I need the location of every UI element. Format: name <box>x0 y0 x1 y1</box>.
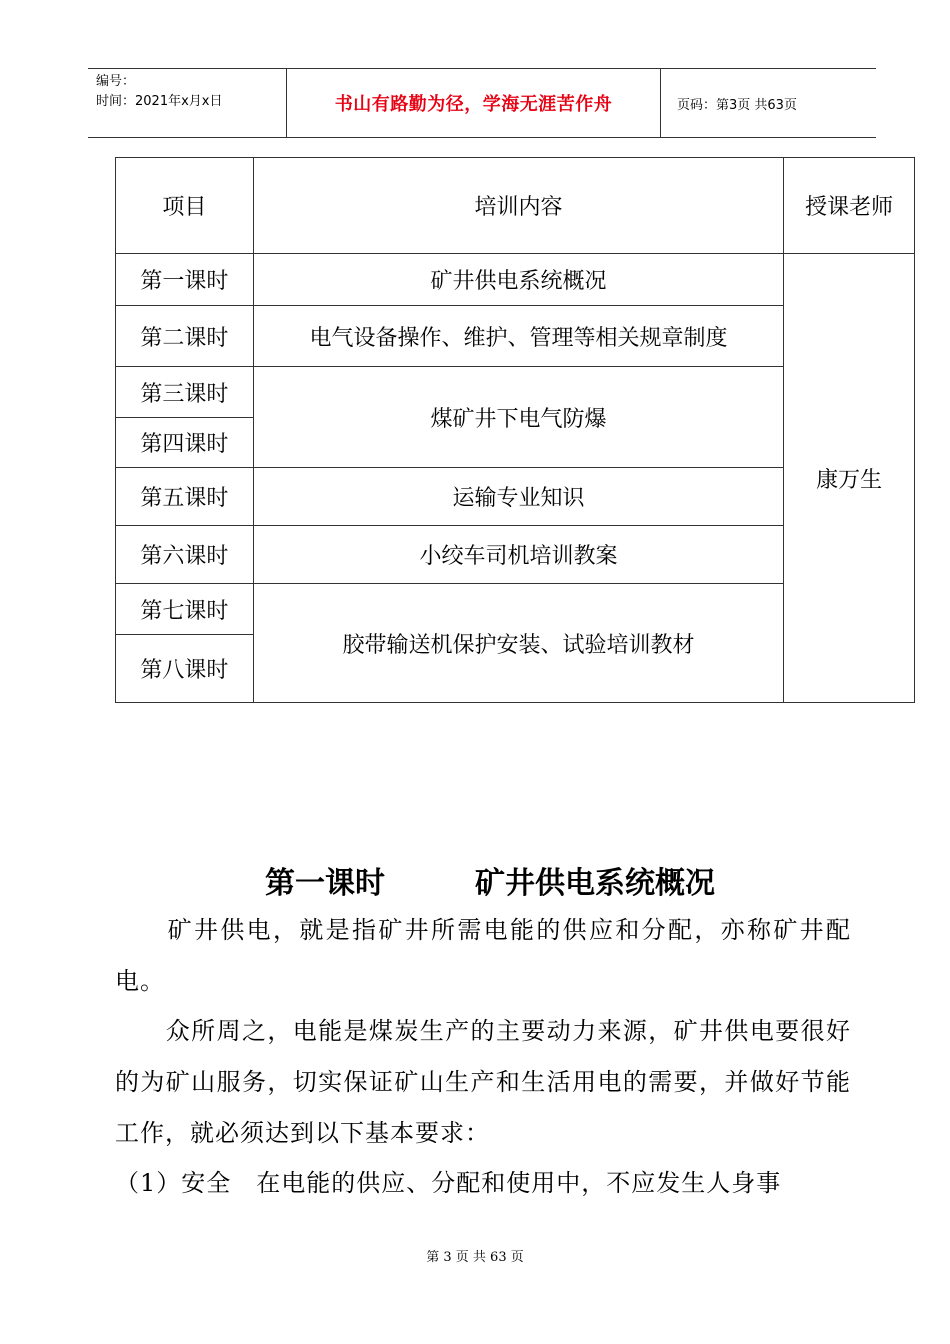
table-header-row <box>116 158 915 254</box>
header-cell-content: 培训内容 <box>253 158 783 254</box>
section-title-part2: 矿井供电系统概况 <box>475 866 715 901</box>
header-page-code <box>669 69 874 137</box>
header-motto: 书山有路勤为径，学海无涯苦作舟 <box>287 69 661 137</box>
table-row <box>116 254 915 306</box>
training-schedule-table <box>115 157 915 703</box>
body-paragraph: 众所周之，电能是煤炭生产的主要动力来源，矿井供电要很好的为矿山服务，切实保证矿山生产和生活用电的需要，并做好节能工作，就必须达到以下基本要求： <box>115 1017 851 1147</box>
session-cell: 第八课时 <box>116 635 254 703</box>
header-meta-cell <box>88 69 287 137</box>
teacher-cell: 康万生 <box>784 254 915 703</box>
session-cell: 第五课时 <box>116 468 254 526</box>
content-cell: 煤矿井下电气防爆 <box>253 367 783 468</box>
section-title <box>0 858 950 902</box>
header-cell-item: 项目 <box>116 158 254 254</box>
session-cell: 第七课时 <box>116 584 254 635</box>
content-cell: 小绞车司机培训教案 <box>253 526 783 584</box>
body-paragraph: 矿井供电，就是指矿井所需电能的供应和分配，亦称矿井配电。 <box>115 916 851 995</box>
page-header <box>88 68 876 138</box>
header-cell-teacher: 授课老师 <box>784 158 915 254</box>
time-label: 时间：2021年x月x日 <box>96 94 223 109</box>
page-code-text: 页码：第3页 共63页 <box>677 97 797 113</box>
body-paragraph: （1）安全 在电能的供应、分配和使用中，不应发生人身事 <box>115 1169 782 1197</box>
session-cell: 第三课时 <box>116 367 254 418</box>
session-cell: 第六课时 <box>116 526 254 584</box>
number-label: 编号： <box>96 74 136 89</box>
content-cell: 胶带输送机保护安装、试验培训教材 <box>253 584 783 703</box>
content-cell: 矿井供电系统概况 <box>253 254 783 306</box>
section-title-part1: 第一课时 <box>265 866 385 901</box>
session-cell: 第四课时 <box>116 418 254 468</box>
session-cell: 第一课时 <box>116 254 254 306</box>
session-cell: 第二课时 <box>116 306 254 367</box>
content-cell: 运输专业知识 <box>253 468 783 526</box>
content-cell: 电气设备操作、维护、管理等相关规章制度 <box>253 306 783 367</box>
page-footer: 第 3 页 共 63 页 <box>426 1250 524 1265</box>
